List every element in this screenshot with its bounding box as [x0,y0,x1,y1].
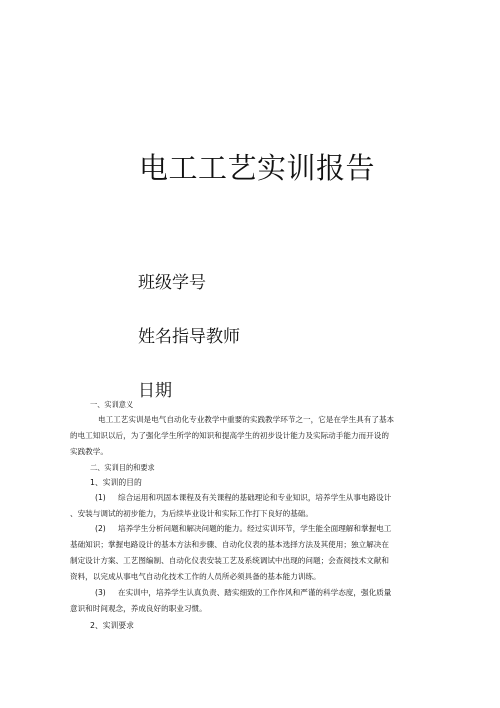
item-3-line: 在实训中，培养学生认真负责、踏实细致的工作作风和严谨的科学态度，强化质量 [118,588,392,597]
item-3-line: 意识和时间观念，养成良好的职业习惯。 [70,604,207,613]
item-1-line: 、安装与调试的初步能力，为后续毕业设计和实际工作打下良好的基础。 [70,509,313,518]
section-1-para-line: 电工工艺实训是电气自动化专业教学中重要的实践教学环节之一，它是在学生具有了基本 [98,415,395,424]
report-title: 电工工艺实训报告 [139,151,376,185]
section-2-heading: 二、实训目的和要求 [90,463,155,472]
item-2-line: 基础知识；掌握电路设计的基本方法和步骤、自动化仪表的基本选择方法及其使用；独立解决在 [70,540,389,549]
field-date: 日期 [138,381,172,401]
item-2-line: 资料，以完成从事电气自动化技术工作的人员所必须具备的基本能力训练。 [70,572,321,581]
item-3-number: (3) [95,588,106,597]
section-1-para-line: 的电工知识以后，为了强化学生所学的知识和提高学生的初步设计能力及实际动手能力而开设的 [70,431,389,440]
item-2-line: 培养学生分析问题和解决问题的能力。经过实训环节，学生能全面理解和掌握电工 [118,524,392,533]
item-2-line: 制定设计方案、工艺图编制、自动化仪表安装工艺及系统调试中出现的问题；会查阅技术文献和 [70,556,389,565]
item-2-number: (2) [95,524,106,533]
subsection-requirements: 2、实训要求 [90,621,134,630]
section-1-para-line: 实践教学。 [70,447,108,456]
item-1-line: 综合运用和巩固本课程及有关课程的基础理论和专业知识，培养学生从事电路设计 [118,493,392,502]
item-1-number: (1) [95,493,106,502]
subsection-purpose: 1、实训的目的 [90,478,142,487]
field-class-id: 班级学号 [138,273,206,293]
section-1-heading: 一、实训意义 [90,400,134,409]
field-name-teacher: 姓名指导教师 [138,327,240,347]
